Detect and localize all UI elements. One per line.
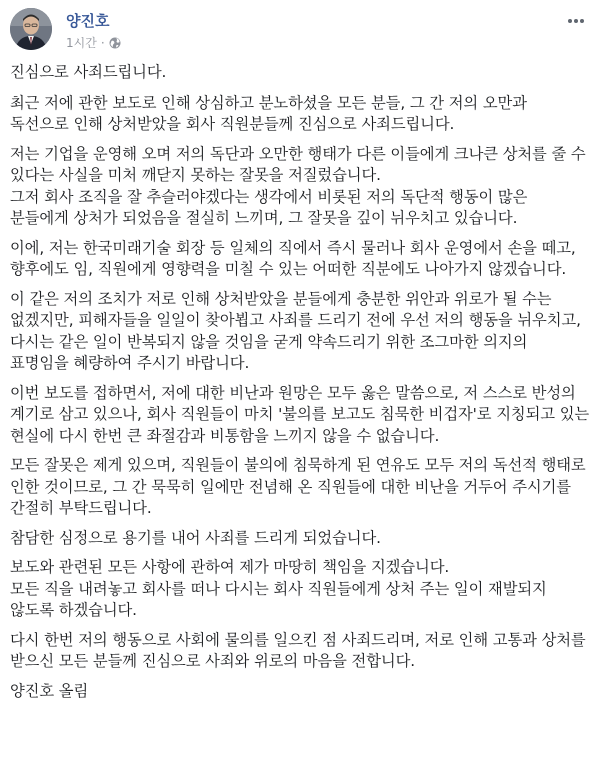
globe-icon[interactable] [109,37,121,49]
post-meta [66,34,121,51]
post-paragraph: 진심으로 사죄드립니다. [10,63,167,81]
post-paragraph: 참담한 심정으로 용기를 내어 사죄를 드리게 되었습니다. [10,528,381,547]
post-signature: 양진호 올림 [10,681,89,700]
meta-separator: · [100,35,105,50]
post-paragraph: 이에, 저는 한국미래기술 회장 등 일체의 직에서 즉시 물러나 회사 운영에서 손을 떼고, 향후에도 임, 직원에게 영향력을 미칠 수 있는 어떠한 직분에도 나아가지 않겠습니다. [10,238,576,278]
post-paragraph: 최근 저에 관한 보도로 인해 상심하고 분노하셨을 모든 분들, 그 간 저의 오만과 독선으로 인해 상처받았을 회사 직원분들께 진심으로 사죄드립니다. [10,93,527,133]
post-header [10,4,590,56]
profile-photo-icon [10,8,52,50]
author-name[interactable]: 양진호 [66,12,110,30]
post-paragraph: 다시 한번 저의 행동으로 사회에 물의를 일으킨 점 사죄드리며, 저로 인해 고통과 상처를 받으신 모든 분들께 진심으로 사죄와 위로의 마음을 전합니다. [10,630,586,670]
post-paragraph: 이 같은 저의 조치가 저로 인해 상처받았을 분들에게 충분한 위안과 위로가 될 수는 없겠지만, 피해자들을 일일이 찾아뵙고 사죄를 드리기 전에 우선 저의 행동을 뉘우치고, 다시는 같은 일이 반복되지 않을 것임을 굳게 약속드리기 위한 조그마한 의지의 표명임을 혜량하여 주시기 바랍니다. [10,289,581,372]
post-paragraph: 보도와 관련된 모든 사항에 관하여 제가 마땅히 책임을 지겠습니다. 모든 직을 내려놓고 회사를 떠나 다시는 회사 직원들에게 상처 주는 일이 재발되지 않도록 하겠습니다. [10,558,547,619]
post-body [10,62,590,710]
avatar[interactable] [10,8,52,50]
post-paragraph: 모든 잘못은 제게 있으며, 직원들이 불의에 침묵하게 된 연유도 모두 저의 독선적 행태로 인한 것이므로, 그 간 묵묵히 일에만 전념해 온 직원들에 대한 비난을 거두어 주시기를 간절히 부탁드립니다. [10,456,586,517]
more-options-icon[interactable] [566,12,586,24]
post-paragraph: 이번 보도를 접하면서, 저에 대한 비난과 원망은 모두 옳은 말씀으로, 저 스스로 반성의 계기로 삼고 있으나, 회사 직원들이 마치 '불의를 보고도 침묵한 비겁자'로 지칭되고 있는 현실에 다시 한번 큰 좌절감과 비통함을 느끼지 않을 수 없습니다. [10,383,590,445]
post-time[interactable]: 1시간 [66,36,97,50]
post-paragraph: 저는 기업을 운영해 오며 저의 독단과 오만한 행태가 다른 이들에게 크나큰 상처를 줄 수 있다는 사실을 미처 깨닫지 못하는 잘못을 저질렀습니다. 그저 회사 조직을 잘 추슬러야겠다는 생각에서 비롯된 저의 독단적 행동이 많은 분들에게 상처가 되었음을 절실히 느끼며, 그 잘못을 깊이 뉘우치고 있습니다. [10,144,586,227]
